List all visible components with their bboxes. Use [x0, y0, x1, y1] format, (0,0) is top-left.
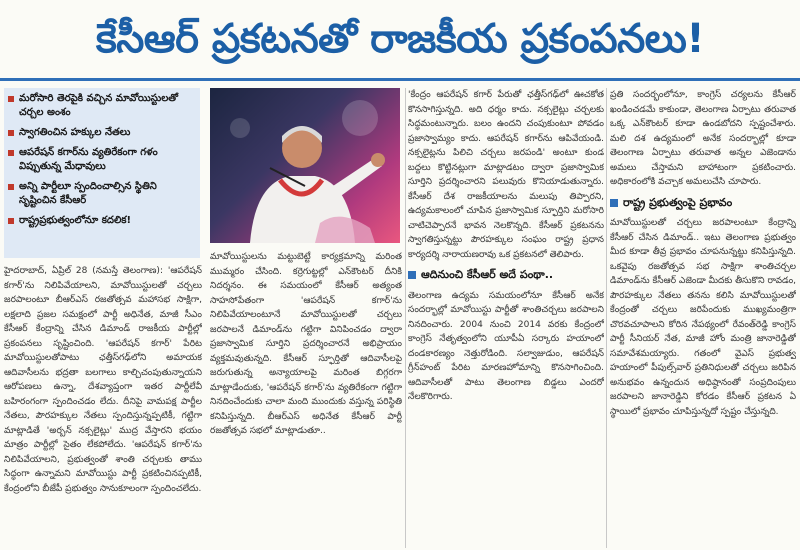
article-paragraph: 'కేంద్రం ఆపరేషన్ కగార్ పేరుతో ఛత్తీస్‌గఢ్‌లో ఊచకోత కొనసాగిస్తున్నది. అది ధర్మం కాదు. నక్సలైట్లు చర్చలకు సిద్ధమంటున్నారు. బలం ఉందని చంపుకుంటూ పోవడం ప్రజాస్వామ్యం కాదు. ఆపరేషన్ కగార్‌ను ఆపివేయండి. నక్సలైట్లను పిలిచి చర్చలు జరపండి' అంటూ కుండ బద్దలు కొట్టినట్లుగా మాట్లాడటం ద్వారా ప్రజాస్వామిక సూర్తిని ప్రదర్శించారని పలువురు కొనియాడుతున్నారు. కేసీఆర్ దేశ రాజకీయాలను మలుపు తిప్పారని, ఉద్యమకాలంలో చూపిన ప్రజాస్వామిక స్ఫూర్తిని మరోసారి చాటిచెప్పారనే భావన నెలకొన్నది. కేసీఆర్ ప్రకటనను స్వాగతిస్తున్నట్టు పౌరహక్కుల సంఘం రాష్ట్ర ప్రధాన కార్యదర్శి నారాయణరావు ఒక ప్రకటనలో తెలిపారు. [408, 90, 604, 260]
headline: కేసీఆర్ ప్రకటనతో రాజకీయ ప్రకంపనలు! [0, 0, 800, 81]
column-divider [405, 88, 406, 548]
article-paragraph: మావోయిస్టులను మట్టుబెట్టే కార్యక్రమాన్ని మరింత ముమ్మరం చేసింది. కర్రెగుట్టల్లో ఎన్‌కౌంటర్ దీనికి నిదర్శనం. ఈ సమయంలో కేసీఆర్ అత్యంత సాహసోపేతంగా 'ఆపరేషన్ కగార్'ను నిలిపివేయాలంటూనే మావోయిస్టులతో చర్చలు జరపాలనే డిమాండ్‌ను గట్టిగా వినిపించడం ద్వారా ప్రజాస్వామిక సూర్తిని ప్రదర్శించారనే అభిప్రాయం వ్యక్తమవుతున్నది. కేసీఆర్ స్ఫూర్తితో ఆదివాసీలపై జరుగుతున్న అన్యాయాలపై మరింత బిగ్గరగా మాట్లాడేందుకు, 'ఆపరేషన్ కగార్'ను వ్యతిరేకంగా గట్టిగా నినదించేందుకు చాలా మంది ముందుకు వస్తున్న పరిస్థితి కనిపిస్తున్నది. బీఆర్ఎస్ అధినేత కేసీఆర్ పార్టీ రజతోత్సవ సభలో మాట్లాడుతూ.. [210, 252, 402, 436]
highlight-item: రాష్ట్రప్రభుత్వంలోనూ కదలిక! [8, 214, 196, 228]
article-column-2 [210, 250, 402, 548]
article-paragraph: మావోయిస్టులతో చర్చలు జరపాలంటూ కేంద్రాన్ని కేసీఆర్ చేసిన డిమాండ్.. ఇటు తెలంగాణ ప్రభుత్వం మీద కూడా తీవ్ర ప్రభావం చూపనున్నట్టు కనిపిస్తున్నది. ఒకవైపు రజతోత్సవ సభ సాక్షిగా శాంతిచర్చల డిమాండ్‌ను కేసీఆర్ ఎజెండా మీదకు తీసుకొని రావడం, పౌరహక్కుల నేతలు తనను కలిసి మావోయిస్టులతో కేంద్రంతో చర్చలు జరిపేందుకు ముఖ్యమంత్రిగా చొరవచూపాలని కోరిన నేపథ్యంలో రేవంత్‌రెడ్డి కాంగ్రెస్ పార్టీ సీనియర్ నేత, మాజీ హోం మంత్రి జానారెడ్డితో సమావేశమయ్యారు. గతంలో వైఎస్ ప్రభుత్వ హయాంలో పీపుల్స్‌వార్ ప్రతినిధులతో చర్చలు జరిపిన అనుభవం ఉన్నందున అధిష్ఠానంతో సంప్రదింపులు జరపాలని జానారెడ్డిని కోరడం కేసీఆర్ ప్రకటన ఏ స్థాయిలో ప్రభావం చూపిస్తున్నదో స్పష్టం చేస్తున్నది. [610, 218, 796, 417]
highlight-item: స్వాగతించిన హక్కుల నేతలు [8, 126, 196, 140]
bullet-icon [8, 184, 14, 190]
bullet-icon [8, 130, 14, 136]
subhead-marker-icon [610, 199, 618, 207]
column-divider [606, 88, 607, 548]
news-photo [210, 88, 400, 243]
article-column-1 [4, 264, 202, 548]
highlight-item: ఆపరేషన్ కగార్‌ను వ్యతిరేకంగా గళం విప్పుతున్న మేధావులు [8, 146, 196, 174]
section-subhead: ఆదినుంచి కేసీఆర్ అదే పంథా.. [408, 268, 604, 283]
article-paragraph: తెలంగాణ ఉద్యమ సమయంలోనూ కేసీఆర్ అనేక సందర్భాల్లో మావోయిస్టు పార్టీతో శాంతిచర్చలు జరపాలని నినదించారు. 2004 నుంచి 2014 వరకు కేంద్రంలో కాంగ్రెస్ నేతృత్వంలోని యూపీఏ సర్కారు హయాంలో దండకారణ్యం నెత్తురోడింది. సల్వాజుడుం, ఆపరేషన్ గ్రీన్‌హంట్ పేరిట మారణహోమాన్ని కొనసాగించింది. ఆదివాసీలతో పాటు తెలంగాణ బిడ్డలు ఎందరో నేలకొరిగారు. [408, 290, 604, 402]
highlight-item: మరోసారి తెరపైకి వచ్చిన మావోయిస్టులతో చర్చల అంశం [8, 92, 196, 120]
section-subhead: రాష్ట్ర ప్రభుత్వంపై ప్రభావం [610, 196, 796, 211]
bullet-icon [8, 218, 14, 224]
highlights-box [4, 88, 200, 258]
subhead-marker-icon [408, 271, 416, 279]
speaker-photo-illustration [210, 88, 400, 243]
article-column-4 [610, 88, 796, 548]
article-column-3 [408, 88, 604, 548]
article-paragraph: ప్రతి సందర్భంలోనూ, కాంగ్రెస్ చర్యలను కేసీఆర్ ఖండించడమే కాకుండా, తెలంగాణ ఏర్పాటు తరువాత ఒక్క ఎన్‌కౌంటర్ కూడా ఉండబోదని స్పష్టంచేశారు. మలి దశ ఉద్యమంలో అనేక సందర్భాల్లో కూడా తెలంగాణ ఏర్పాటు తరువాత అన్నల ఎజెండాను అమలు చేస్తామని బాహాటంగా ప్రకటించారు. అధికారంలోకి వచ్చాక అమలుచేసి చూపారు. [610, 90, 796, 187]
bullet-icon [8, 96, 14, 102]
highlight-item: అన్ని పార్టీలూ స్పందించాల్సిన స్థితిని సృష్టించిన కేసీఆర్ [8, 180, 196, 208]
article-paragraph: హైదరాబాద్, ఏప్రిల్ 28 (నమస్తే తెలంగాణ): 'ఆపరేషన్ కగార్'ను నిలిపివేయాలని, మావోయిస్టులతో చర్చలు జరపాలంటూ బీఆర్ఎస్ రజతోత్సవ మహాసభ సాక్షిగా, లక్షలాది ప్రజల సమక్షంలో పార్టీ అధినేత, మాజీ సీఎం కేసీఆర్ కేంద్రాన్ని చేసిన డిమాండ్ రాజకీయ పార్టీల్లో ప్రకంపనలు సృష్టించింది. 'ఆపరేషన్ కగార్' పేరిట మావోయిస్టులతోపాటు ఛత్తీస్‌గఢ్‌లోని అమాయక ఆదివాసీలను భద్రతా బలగాలు కాల్చిచంపుతున్నాయని ఆరోపణలు ఉన్నా, దేశవ్యాప్తంగా ఇతర పార్టీలేవీ బహిరంగంగా స్పందించడం లేదు. దీనిపై వామపక్ష పార్టీల నేతలు, పౌరహక్కుల నేతలు స్పందిస్తున్నప్పటికీ, గట్టిగా మాట్లాడితే 'అర్బన్ నక్సలైట్లు' ముద్ర వేస్తారని భయం మాత్రం పార్టీల్లో సైతం లేకపోలేదు. 'ఆపరేషన్ కగార్'ను నిలిపివేయాలని, ప్రభుత్వంతో శాంతి చర్చలకు తాము సిద్ధంగా ఉన్నామని మావోయిస్టు పార్టీ ప్రకటించినప్పటికీ, కేంద్రంలోని బీజేపీ ప్రభుత్వం సానుకూలంగా స్పందించలేదు. [4, 266, 202, 494]
bullet-icon [8, 150, 14, 156]
